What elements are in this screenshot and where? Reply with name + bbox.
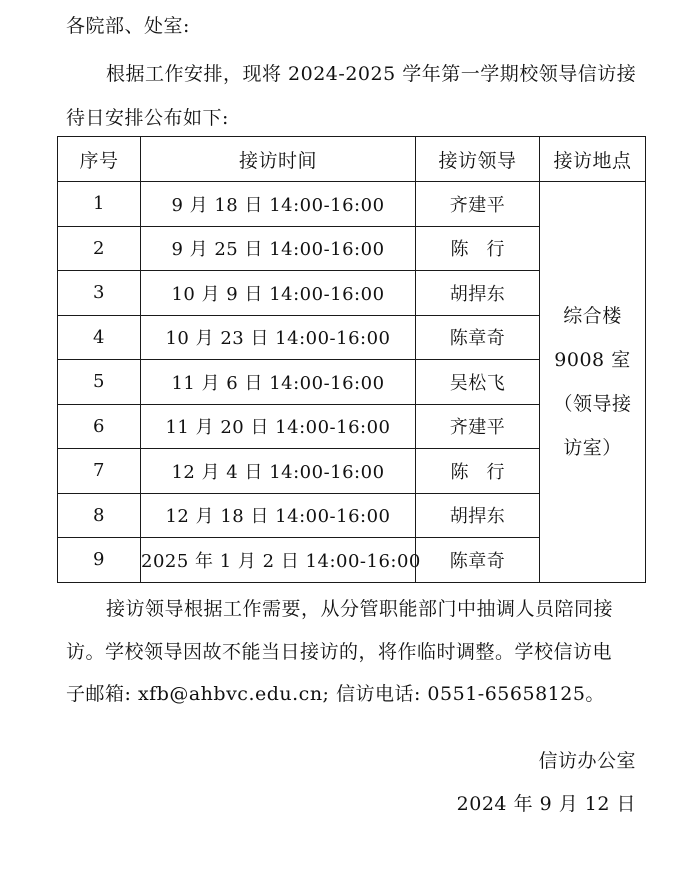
row-leader: 胡捍东 (416, 271, 540, 316)
header-location: 接访地点 (540, 137, 646, 182)
row-leader: 齐建平 (416, 182, 540, 227)
table-header-row (58, 137, 646, 182)
row-number: 1 (58, 182, 141, 227)
row-number: 7 (58, 449, 141, 494)
header-time: 接访时间 (141, 137, 416, 182)
reception-schedule-table (57, 136, 646, 583)
header-number: 序号 (58, 137, 141, 182)
row-number: 5 (58, 360, 141, 405)
location-cell (540, 182, 646, 583)
signing-office: 信访办公室 (538, 750, 636, 772)
row-leader: 陈行 (416, 226, 540, 271)
row-number: 3 (58, 271, 141, 316)
row-time: 12 月 18 日 14:00-16:00 (141, 493, 416, 538)
location-line: 访室） (563, 436, 622, 459)
note-paragraph-line-3: 子邮箱: xfb@ahbvc.edu.cn; 信访电话: 0551-65658125。 (66, 683, 605, 705)
intro-paragraph-line-1: 根据工作安排，现将 2024-2025 学年第一学期校领导信访接 (106, 63, 637, 85)
row-number: 6 (58, 404, 141, 449)
location-line: （领导接 (553, 392, 632, 415)
row-time: 11 月 20 日 14:00-16:00 (141, 404, 416, 449)
location-line: 9008 室 (554, 348, 631, 371)
row-leader: 齐建平 (416, 404, 540, 449)
table-row (58, 182, 646, 227)
row-leader: 陈行 (416, 449, 540, 494)
row-leader: 吴松飞 (416, 360, 540, 405)
row-number: 2 (58, 226, 141, 271)
row-number: 8 (58, 493, 141, 538)
row-time: 11 月 6 日 14:00-16:00 (141, 360, 416, 405)
location-line: 综合楼 (563, 304, 622, 327)
header-leader: 接访领导 (416, 137, 540, 182)
intro-paragraph-line-2: 待日安排公布如下: (66, 107, 229, 129)
row-number: 9 (58, 538, 141, 583)
row-time: 10 月 23 日 14:00-16:00 (141, 315, 416, 360)
row-time: 12 月 4 日 14:00-16:00 (141, 449, 416, 494)
row-leader: 陈章奇 (416, 538, 540, 583)
row-leader: 胡捍东 (416, 493, 540, 538)
salutation: 各院部、处室: (66, 15, 190, 37)
row-time: 9 月 18 日 14:00-16:00 (141, 182, 416, 227)
row-time: 10 月 9 日 14:00-16:00 (141, 271, 416, 316)
signing-date: 2024 年 9 月 12 日 (456, 793, 636, 815)
row-number: 4 (58, 315, 141, 360)
row-leader: 陈章奇 (416, 315, 540, 360)
note-paragraph-line-2: 访。学校领导因故不能当日接访的，将作临时调整。学校信访电 (66, 641, 613, 663)
note-paragraph-line-1: 接访领导根据工作需要，从分管职能部门中抽调人员陪同接 (106, 598, 614, 620)
row-time: 9 月 25 日 14:00-16:00 (141, 226, 416, 271)
row-time: 2025 年 1 月 2 日 14:00-16:00 (141, 538, 416, 583)
